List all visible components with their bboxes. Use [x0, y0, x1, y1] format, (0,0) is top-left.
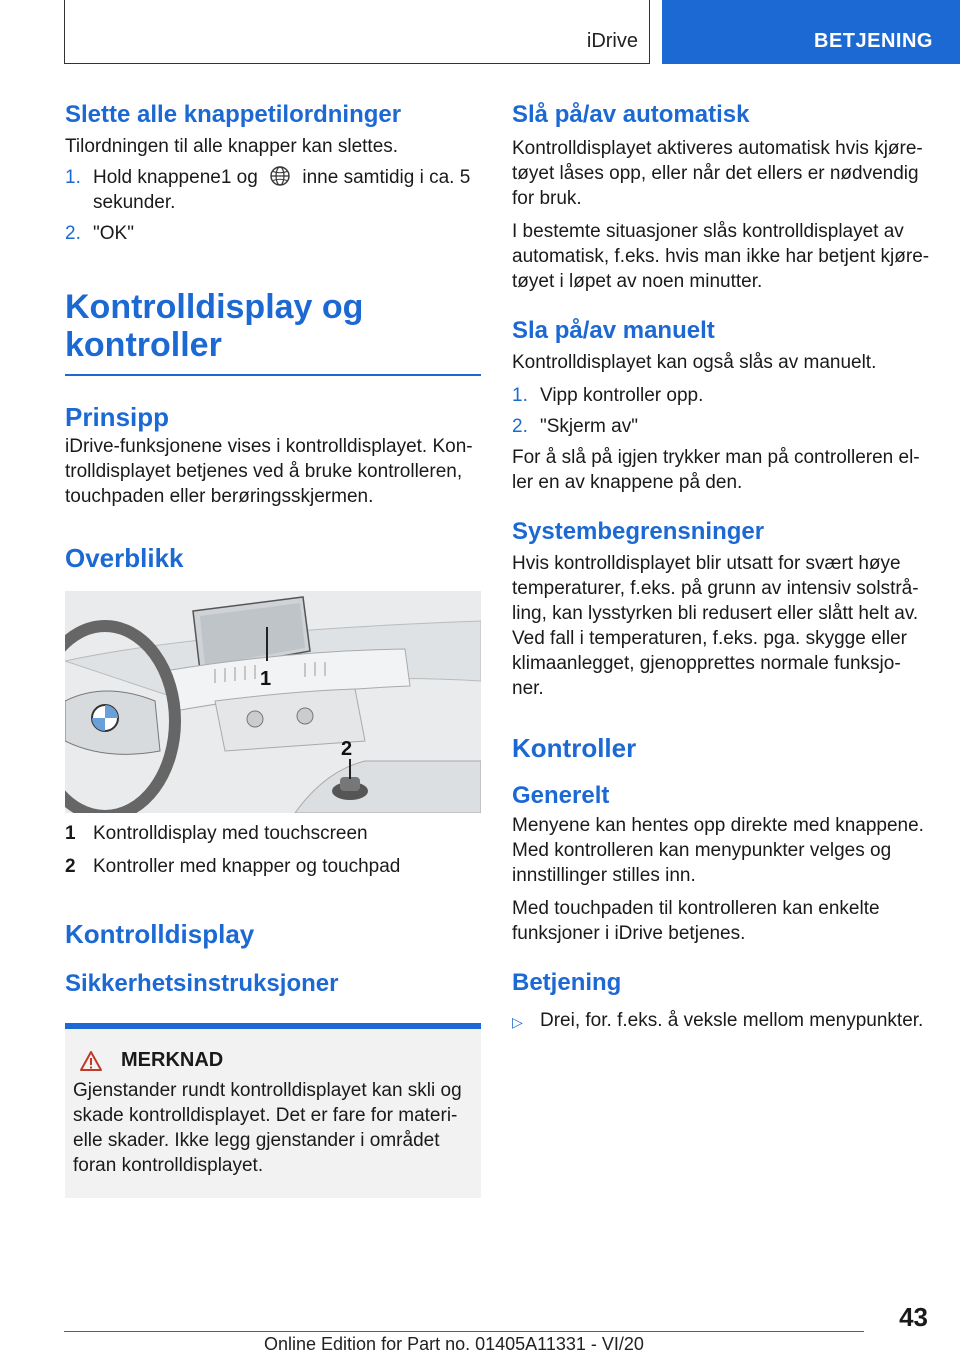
- footer-edition: Online Edition for Part no. 01405A11331 - VI/20: [264, 1334, 644, 1354]
- legend-number: 1: [65, 823, 76, 844]
- page-number: 43: [899, 1302, 928, 1332]
- steps-delete: [65, 165, 481, 246]
- callout-2: 2: [341, 738, 353, 760]
- header-box: [64, 0, 650, 64]
- header-chapter: BETJENING: [662, 0, 960, 64]
- step-1: [65, 165, 481, 215]
- para-general-1: Menyene kan hentes opp direkte med knappene. Med kontrolleren kan menypunkter velges og innstillinger stilles inn.: [512, 815, 924, 886]
- legend-text: Kontrolldisplay med touchscreen: [93, 823, 368, 844]
- triangle-right-icon: ▷: [512, 1014, 523, 1030]
- para-principle: iDrive-funksjonene vises i kontrolldisplayet. Kon- trolldisplayet betjenes ved å bruke kontrolleren, touchpaden eller berøringsskjermen.: [65, 436, 473, 507]
- heading-principle: Prinsipp: [65, 402, 170, 432]
- notice-text: Gjenstander rundt kontrolldisplayet kan skli og skade kontrolldisplayet. Det er fare for materi- elle skader. Ikke legg gjenstander i området foran kontrolldisplayet.: [73, 1080, 462, 1176]
- legend-item: [65, 854, 481, 879]
- heading-operation: Betjening: [512, 969, 622, 996]
- step-number: 1.: [512, 385, 528, 406]
- step-2: [65, 221, 481, 246]
- legend: [65, 821, 481, 879]
- para-general-2: Med touchpaden til kontrolleren kan enkelte funksjoner i iDrive betjenes.: [512, 898, 880, 944]
- heading-controller: Kontroller: [512, 733, 637, 763]
- para-manual: Kontrolldisplayet kan også slås av manuelt.: [512, 352, 877, 373]
- chapter-title-line2: kontroller: [65, 326, 222, 364]
- heading-display: Kontrolldisplay: [65, 919, 255, 949]
- para-auto-1: Kontrolldisplayet aktiveres automatisk hvis kjøre- tøyet låses opp, eller når det ellers er nødvendig for bruk.: [512, 138, 923, 209]
- step-text: Vipp kontroller opp.: [540, 385, 704, 406]
- step-text-cont: inne samtidig i ca. 5 sekunder.: [93, 167, 471, 213]
- chapter-title-line1: Kontrolldisplay og: [65, 288, 364, 326]
- left-column: [65, 100, 481, 1198]
- heading-limits: Systembegrensninger: [512, 518, 765, 545]
- para-manual-2: For å slå på igjen trykker man på controlleren el- ler en av knappene på den.: [512, 447, 920, 493]
- step-number: 1.: [65, 167, 81, 188]
- bullet-text: Drei, for. f.eks. å veksle mellom menypunkter.: [540, 1010, 924, 1031]
- step-number: 2.: [512, 416, 528, 437]
- heading-overview: Overblikk: [65, 543, 184, 573]
- heading-delete: Slette alle knappetilordninger: [65, 101, 402, 128]
- notice-box: [65, 1023, 481, 1198]
- dashboard-illustration: [65, 591, 481, 813]
- right-column: [512, 100, 930, 1035]
- legend-number: 2: [65, 856, 76, 877]
- heading-manual: Sla på/av manuelt: [512, 317, 715, 344]
- step-number: 2.: [65, 223, 81, 244]
- step-1: [512, 383, 930, 408]
- globe-icon: [269, 165, 291, 187]
- step-text: "OK": [93, 223, 134, 244]
- heading-general: Generelt: [512, 782, 610, 809]
- para-delete: Tilordningen til alle knapper kan slettes.: [65, 136, 399, 157]
- steps-manual: [512, 383, 930, 439]
- callout-1: 1: [260, 668, 272, 690]
- dashboard-drawing: [65, 591, 481, 813]
- header-section: iDrive: [586, 30, 638, 52]
- footer-rule: [64, 1331, 864, 1332]
- legend-item: [65, 821, 481, 846]
- bullet-item: [512, 1008, 930, 1035]
- para-limits: Hvis kontrolldisplayet blir utsatt for svært høye temperaturer, f.eks. på grunn av intensiv solstrå- ling, kan lysstyrken bli redusert eller slått helt av. Ved fall i temperaturen, f.eks. pga. skygge eller klimaanlegget, gjenopprettes normale funksjo- ner.: [512, 553, 919, 699]
- step-text: Hold knappene1 og: [93, 167, 258, 188]
- heading-auto: Slå på/av automatisk: [512, 101, 750, 128]
- para-auto-2: I bestemte situasjoner slås kontrolldisplayet av automatisk, f.eks. hvis man ikke har betjent kjøre- tøyet i løpet av noen minutter.: [512, 221, 930, 292]
- step-2: [512, 414, 930, 439]
- heading-safety: Sikkerhetsinstruksjoner: [65, 970, 339, 997]
- notice-title: MERKNAD: [121, 1049, 224, 1071]
- step-text: "Skjerm av": [540, 416, 638, 437]
- warning-icon: [79, 1050, 103, 1072]
- chapter-title: [65, 288, 481, 376]
- legend-text: Kontroller med knapper og touchpad: [93, 856, 401, 877]
